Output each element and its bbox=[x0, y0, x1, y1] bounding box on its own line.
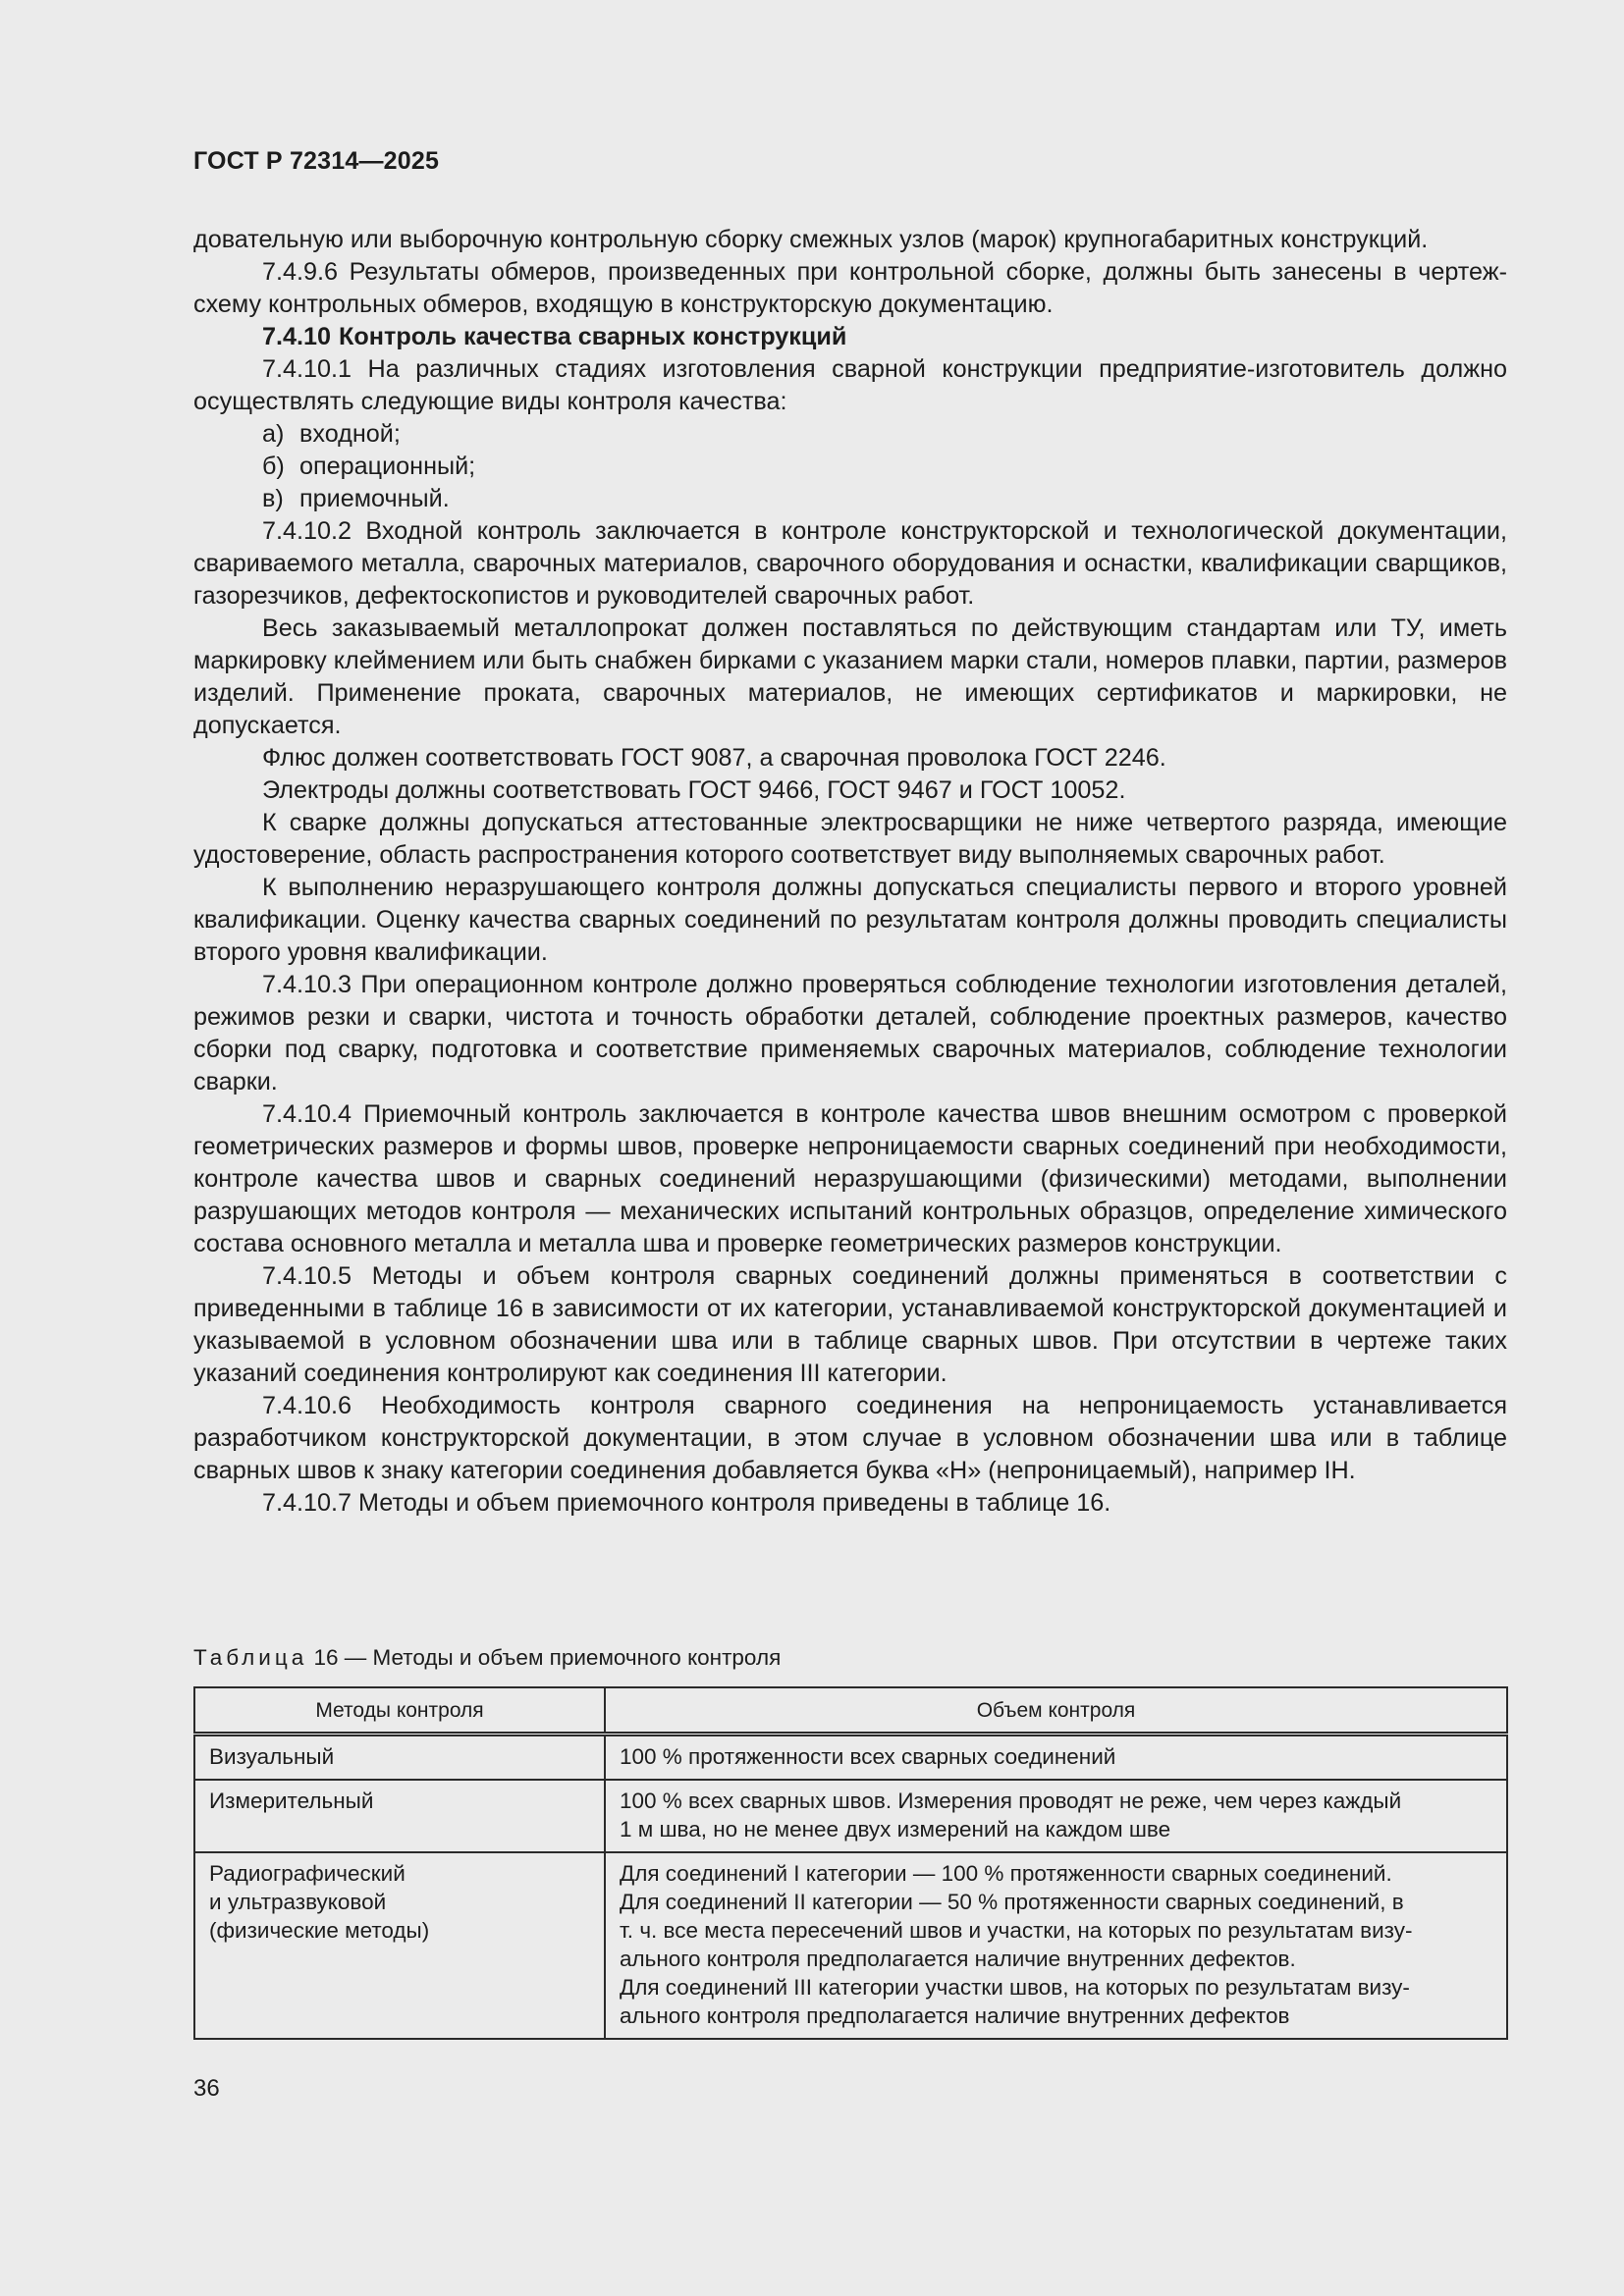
paragraph-welders: К сварке должны допускаться аттестованные электросварщики не ниже четвертого разряда, имеющие удостоверение, область распространения которого соответствует виду выполняемых сварочных работ. bbox=[193, 809, 1507, 869]
cell-line: ального контроля предполагается наличие внутренних дефектов bbox=[620, 2003, 1290, 2028]
cell-line: 1 м шва, но не менее двух измерений на каждом шве bbox=[620, 1817, 1171, 1842]
table-row bbox=[194, 1852, 1507, 2039]
section-number: 7.4.10 bbox=[262, 323, 332, 350]
paragraph-electrodes: Электроды должны соответствовать ГОСТ 9466, ГОСТ 9467 и ГОСТ 10052. bbox=[262, 776, 1126, 804]
paragraph-7-4-10-4: 7.4.10.4 Приемочный контроль заключается в контроле качества швов внешним осмотром с проверкой геометрических размеров и формы швов, проверке непроницаемости сварных соединений при необходимости, контроле качества швов и сварных соединений неразрушающими (физическими) методами, выполнении разрушающих методов контроля — механических испытаний контрольных образцов, определение химического состава основного металла и металла шва и проверке геометрических размеров конструкции. bbox=[193, 1100, 1507, 1257]
paragraph-ndt: К выполнению неразрушающего контроля должны допускаться специалисты первого и второго уровней квалификации. Оценку качества сварных соединений по результатам контроля должны проводить специалисты второго уровня квалификации. bbox=[193, 874, 1507, 966]
list-item bbox=[193, 418, 1507, 451]
method-cell bbox=[194, 1780, 605, 1852]
scope-cell bbox=[605, 1780, 1507, 1852]
method-cell bbox=[194, 1852, 605, 2039]
paragraph-7-4-10-6: 7.4.10.6 Необходимость контроля сварного соединения на непроницаемость устанавливается разработчиком конструкторской документации, в этом случае в условном обозначении шва или в таблице сварных швов к знаку категории соединения добавляется буква «Н» (непроницаемый), например IН. bbox=[193, 1392, 1507, 1484]
cell-line: 100 % протяженности всех сварных соединений bbox=[620, 1744, 1116, 1769]
table-header-row bbox=[194, 1687, 1507, 1735]
table-caption bbox=[193, 1645, 781, 1671]
paragraph-7-4-10-2: 7.4.10.2 Входной контроль заключается в контроле конструкторской и технологической документации, свариваемого металла, сварочных материалов, сварочного оборудования и оснастки, квалификации сварщиков, газорезчиков, дефектоскопистов и руководителей сварочных работ. bbox=[193, 517, 1507, 610]
list-marker: б) bbox=[262, 453, 285, 480]
list-text: входной; bbox=[299, 420, 401, 448]
cell-line: ального контроля предполагается наличие внутренних дефектов. bbox=[620, 1947, 1296, 1971]
paragraph-continuation: довательную или выборочную контрольную сборку смежных узлов (марок) крупногабаритных конструкций. bbox=[193, 226, 1429, 253]
cell-line: 100 % всех сварных швов. Измерения проводят не реже, чем через каждый bbox=[620, 1789, 1402, 1813]
table-row bbox=[194, 1780, 1507, 1852]
cell-line: Для соединений I категории — 100 % протяженности сварных соединений. bbox=[620, 1861, 1392, 1886]
scope-cell bbox=[605, 1852, 1507, 2039]
method-cell bbox=[194, 1735, 605, 1781]
list-marker: в) bbox=[262, 485, 284, 512]
list-item bbox=[193, 483, 1507, 515]
cell-line: (физические методы) bbox=[209, 1918, 430, 1943]
paragraph-7-4-10-5: 7.4.10.5 Методы и объем контроля сварных соединений должны применяться в соответствии с приведенными в таблице 16 в зависимости от их категории, устанавливаемой конструкторской документацией и указываемой в условном обозначении шва или в таблице сварных швов. При отсутствии в чертеже таких указаний соединения контролируют как соединения III категории. bbox=[193, 1262, 1507, 1387]
column-header-scope: Объем контроля bbox=[605, 1687, 1507, 1735]
paragraph-metal: Весь заказываемый металлопрокат должен поставляться по действующим стандартам или ТУ, иметь маркировку клеймением или быть снабжен бирками с указанием марки стали, номеров плавки, партии, размеров изделий. Применение проката, сварочных материалов, не имеющих сертификатов и маркировки, не допускается. bbox=[193, 614, 1507, 739]
cell-line: и ультразвуковой bbox=[209, 1890, 387, 1914]
table-caption-word: Таблица bbox=[193, 1645, 308, 1670]
cell-line: Радиографический bbox=[209, 1861, 406, 1886]
paragraph-7-4-9-6: 7.4.9.6 Результаты обмеров, произведенных при контрольной сборке, должны быть занесены в чертеж-схему контрольных обмеров, входящую в конструкторскую документацию. bbox=[193, 258, 1507, 318]
document-header: ГОСТ Р 72314—2025 bbox=[193, 147, 440, 175]
control-methods-table bbox=[193, 1686, 1508, 2040]
cell-line: Для соединений II категории — 50 % протяженности сварных соединений, в bbox=[620, 1890, 1404, 1914]
cell-line: т. ч. все места пересечений швов и участки, на которых по результатам визу- bbox=[620, 1918, 1413, 1943]
cell-line: Измерительный bbox=[209, 1789, 374, 1813]
table-caption-title: 16 — Методы и объем приемочного контроля bbox=[307, 1645, 782, 1670]
table-row bbox=[194, 1735, 1507, 1781]
list-text: приемочный. bbox=[299, 485, 450, 512]
cell-line: Для соединений III категории участки швов, на которых по результатам визу- bbox=[620, 1975, 1410, 2000]
list-text: операционный; bbox=[299, 453, 476, 480]
section-heading-7-4-10 bbox=[193, 321, 1507, 353]
column-header-methods: Методы контроля bbox=[194, 1687, 605, 1735]
body-text bbox=[193, 224, 1507, 1520]
paragraph-7-4-10-1: 7.4.10.1 На различных стадиях изготовления сварной конструкции предприятие-изготовитель должно осуществлять следующие виды контроля качества: bbox=[193, 355, 1507, 415]
scope-cell bbox=[605, 1735, 1507, 1781]
cell-line: Визуальный bbox=[209, 1744, 335, 1769]
paragraph-flux: Флюс должен соответствовать ГОСТ 9087, а сварочная проволока ГОСТ 2246. bbox=[262, 744, 1166, 772]
list-item bbox=[193, 451, 1507, 483]
section-title: Контроль качества сварных конструкций bbox=[339, 323, 847, 350]
page-number: 36 bbox=[193, 2075, 220, 2102]
paragraph-7-4-10-3: 7.4.10.3 При операционном контроле должно проверяться соблюдение технологии изготовления деталей, режимов резки и сварки, чистота и точность обработки деталей, соблюдение проектных размеров, качество сборки под сварку, подготовка и соответствие применяемых сварочных материалов, соблюдение технологии сварки. bbox=[193, 971, 1507, 1095]
paragraph-7-4-10-7: 7.4.10.7 Методы и объем приемочного контроля приведены в таблице 16. bbox=[262, 1489, 1111, 1517]
list-marker: а) bbox=[262, 420, 285, 448]
